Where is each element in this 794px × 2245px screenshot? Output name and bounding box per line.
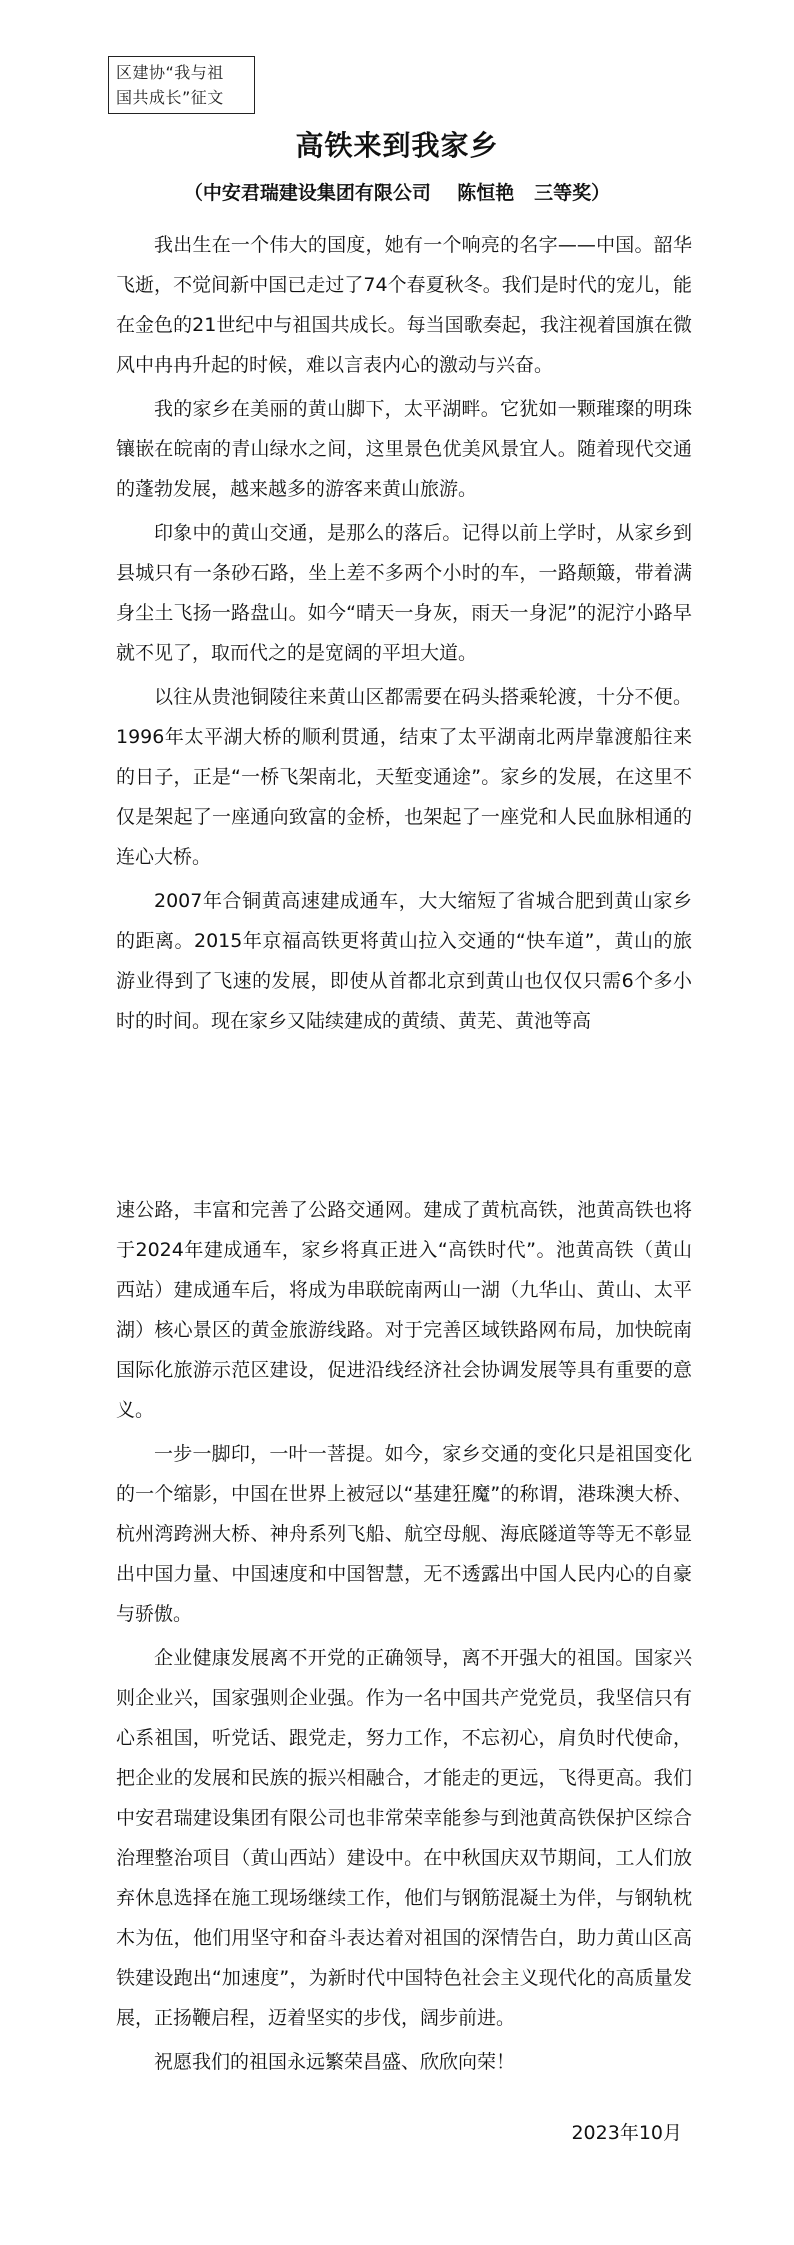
- essay-title: 高铁来到我家乡: [295, 129, 499, 162]
- paragraph-6: 一步一脚印，一叶一菩提。如今，家乡交通的变化只是祖国变化的一个缩影，中国在世界上被冠以“基建狂魔”的称谓，港珠澳大桥、杭州湾跨洲大桥、神舟系列飞船、航空母舰、海底隧道等等无不彰显出中国力量、中国速度和中国智慧，无不透露出中国人民内心的自豪与骄傲。: [116, 1443, 692, 1625]
- essay-date: 2023年10月: [571, 2122, 682, 2144]
- essay-byline: （中安君瑞建设集团有限公司 陈恒艳 三等奖）: [183, 182, 611, 204]
- paragraph-4: 以往从贵池铜陵往来黄山区都需要在码头搭乘轮渡，十分不便。1996年太平湖大桥的顺利贯通，结束了太平湖南北两岸靠渡船往来的日子，正是“一桥飞架南北，天堑变通途”。家乡的发展，在这里不仅是架起了一座通向致富的金桥，也架起了一座党和人民血脉相通的连心大桥。: [116, 686, 692, 868]
- body-lower-section: [116, 1190, 692, 2086]
- body-upper-section: [116, 225, 692, 1045]
- essay-category-line-2: 国共成长”征文: [116, 88, 224, 107]
- paragraph-5-part-2: 速公路，丰富和完善了公路交通网。建成了黄杭高铁，池黄高铁也将于2024年建成通车，家乡将真正进入“高铁时代”。池黄高铁（黄山西站）建成通车后，将成为串联皖南两山一湖（九华山、黄山、太平湖）核心景区的黄金旅游线路。对于完善区域铁路网布局，加快皖南国际化旅游示范区建设，促进沿线经济社会协调发展等具有重要的意义。: [116, 1199, 692, 1421]
- paragraph-5-part-1: 2007年合铜黄高速建成通车，大大缩短了省城合肥到黄山家乡的距离。2015年京福高铁更将黄山拉入交通的“快车道”，黄山的旅游业得到了飞速的发展，即使从首都北京到黄山也仅仅只需6个多小时的时间。现在家乡又陆续建成的黄绩、黄芜、黄池等高: [116, 890, 692, 1032]
- essay-category-box: [108, 56, 255, 114]
- paragraph-1: 我出生在一个伟大的国度，她有一个响亮的名字——中国。韶华飞逝，不觉间新中国已走过了74个春夏秋冬。我们是时代的宠儿，能在金色的21世纪中与祖国共成长。每当国歌奏起，我注视着国旗在微风中冉冉升起的时候，难以言表内心的激动与兴奋。: [116, 234, 692, 376]
- essay-category-line-1: 区建协“我与祖: [116, 63, 224, 82]
- paragraph-3: 印象中的黄山交通，是那么的落后。记得以前上学时，从家乡到县城只有一条砂石路，坐上差不多两个小时的车，一路颠簸，带着满身尘土飞扬一路盘山。如今“晴天一身灰，雨天一身泥”的泥泞小路早就不见了，取而代之的是宽阔的平坦大道。: [116, 522, 692, 664]
- paragraph-8: 祝愿我们的祖国永远繁荣昌盛、欣欣向荣！: [154, 2051, 516, 2073]
- paragraph-2: 我的家乡在美丽的黄山脚下，太平湖畔。它犹如一颗璀璨的明珠镶嵌在皖南的青山绿水之间，这里景色优美风景宜人。随着现代交通的蓬勃发展，越来越多的游客来黄山旅游。: [116, 398, 692, 500]
- paragraph-7: 企业健康发展离不开党的正确领导，离不开强大的祖国。国家兴则企业兴，国家强则企业强。作为一名中国共产党党员，我坚信只有心系祖国，听党话、跟党走，努力工作，不忘初心，肩负时代使命，把企业的发展和民族的振兴相融合，才能走的更远，飞得更高。我们中安君瑞建设集团有限公司也非常荣幸能参与到池黄高铁保护区综合治理整治项目（黄山西站）建设中。在中秋国庆双节期间，工人们放弃休息选择在施工现场继续工作，他们与钢筋混凝土为伴，与钢轨枕木为伍，他们用坚守和奋斗表达着对祖国的深情告白，助力黄山区高铁建设跑出“加速度”，为新时代中国特色社会主义现代化的高质量发展，正扬鞭启程，迈着坚实的步伐，阔步前进。: [116, 1647, 692, 2029]
